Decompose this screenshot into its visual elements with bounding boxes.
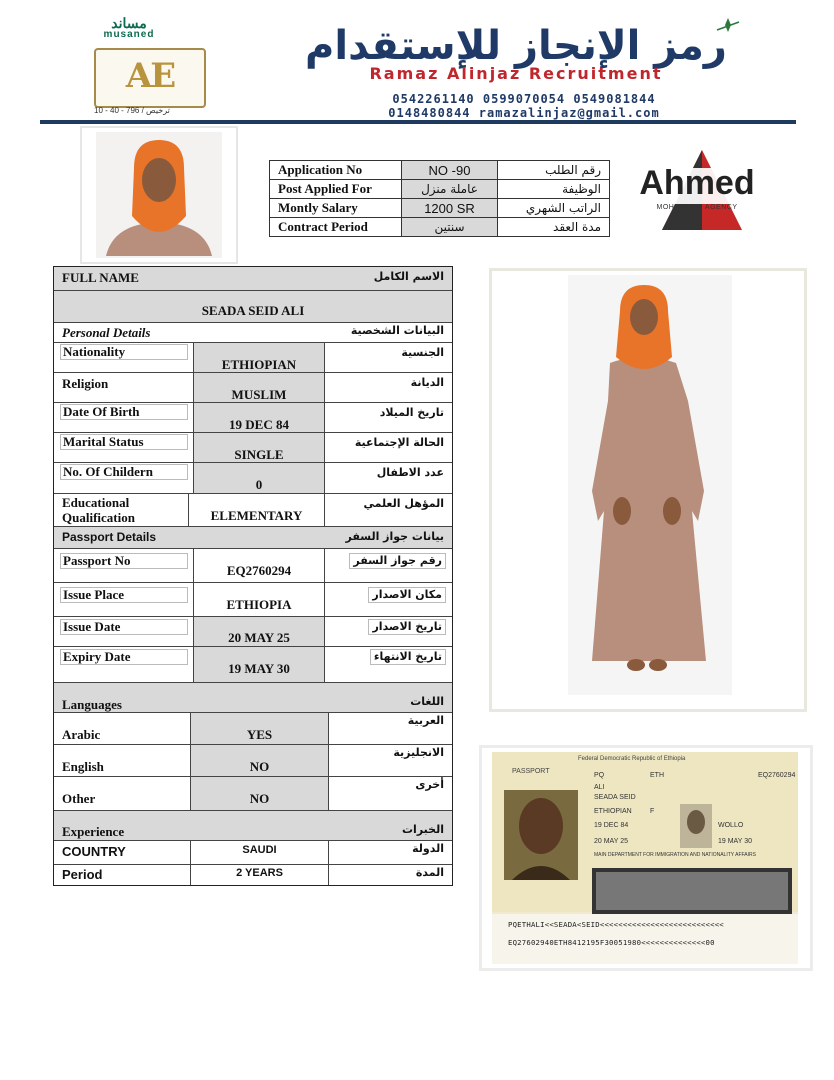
marital-status-row (54, 433, 452, 463)
lang-english-row (54, 745, 452, 777)
issue-place-value-cell (193, 583, 325, 616)
experience-title-ar: الخبرات (402, 823, 444, 836)
issue-date-label-ar: تاريخ الاصدار (368, 619, 446, 635)
passport-mrz-line-1: PQETHALI<<SEADA<SEID<<<<<<<<<<<<<<<<<<<<<<<<<<< (508, 920, 724, 929)
dob-value: 19 DEC 84 (229, 417, 289, 432)
contract-period-label-ar: مدة العقد (498, 218, 610, 237)
experience-period-value-cell (190, 865, 329, 885)
passport-no-value-cell (193, 549, 325, 582)
passport-no-label-ar: رقم جواز السفر (349, 553, 446, 569)
contract-period-label: Contract Period (270, 218, 402, 237)
lang-other-value-cell (190, 777, 329, 810)
personal-details-title-ar: البيانات الشخصية (350, 324, 444, 337)
marital-status-label: Marital Status (60, 434, 188, 450)
applicant-details-form (53, 266, 453, 886)
passport-no-label: Passport No (60, 553, 188, 569)
education-label: Educational Qualification (62, 495, 135, 525)
children-value-cell (193, 463, 325, 493)
lang-arabic-row (54, 713, 452, 745)
table-row (270, 199, 610, 218)
languages-title: Languages (62, 697, 122, 712)
religion-value-cell (193, 373, 325, 402)
issue-place-label: Issue Place (60, 587, 188, 603)
expiry-date-value: 19 MAY 30 (228, 661, 290, 676)
passport-nationality: ETHIOPIAN (594, 808, 632, 815)
company-phones: 0542261140 0599070054 0549081844 (392, 92, 656, 106)
passport-surname: ALI (594, 784, 605, 791)
issue-place-label-ar: مكان الاصدار (368, 587, 446, 603)
lang-arabic-label-ar: العربية (407, 714, 444, 727)
dob-value-cell (193, 403, 325, 432)
portrait-figure-icon (82, 128, 236, 262)
license-number: ترخيص / 796 - 40 - 10 (94, 106, 170, 115)
passport-scan (479, 745, 813, 971)
marital-status-value-cell (193, 433, 325, 462)
passport-number: EQ2760294 (758, 772, 796, 779)
passport-sex: F (650, 808, 655, 815)
dob-label: Date Of Birth (60, 404, 188, 420)
issue-place-value: ETHIOPIA (226, 597, 292, 612)
lang-arabic-value-cell (190, 713, 329, 744)
issue-place-row (54, 583, 452, 617)
portrait-photo (80, 126, 238, 264)
dob-label-ar: تاريخ الميلاد (379, 406, 444, 419)
nationality-label: Nationality (60, 344, 188, 360)
experience-country-value: SAUDI (242, 844, 277, 856)
experience-country-value-cell (190, 841, 329, 864)
passport-type: PQ (594, 772, 605, 779)
issue-date-label: Issue Date (60, 619, 188, 635)
lang-english-value-cell (190, 745, 329, 776)
nationality-row (54, 343, 452, 373)
passport-no-value: EQ2760294 (226, 563, 292, 578)
passport-mrz-line-2: EQ27602940ETH8412195F30051980<<<<<<<<<<<<<<00 (508, 938, 715, 947)
experience-period-label: Period (62, 867, 103, 882)
full-body-figure-icon (492, 271, 804, 709)
post-applied-label-ar: الوظيفة (498, 180, 610, 199)
experience-country-label-ar: الدولة (412, 842, 444, 855)
agency-subtitle: MOHAMMED AGENCY (656, 204, 738, 211)
experience-period-label-ar: المدة (415, 866, 444, 879)
application-no-label: Application No (270, 161, 402, 180)
passport-authority: MAIN DEPARTMENT FOR IMMIGRATION AND NATIONALITY AFFAIRS (594, 852, 756, 858)
contract-period-value: سنتين (402, 218, 498, 237)
full-name-value: SEADA SEID ALI (201, 303, 305, 318)
musaned-logo: مساند musaned (103, 15, 155, 40)
experience-period-row (54, 865, 452, 885)
languages-title-ar: اللغات (410, 695, 444, 708)
nationality-label-ar: الجنسية (401, 346, 444, 359)
children-label-ar: عدد الاطفال (376, 466, 444, 479)
issue-date-row (54, 617, 452, 647)
education-row (54, 494, 452, 527)
passport-dob: 19 DEC 84 (594, 822, 629, 829)
company-title-english: Ramaz Alinjaz Recruitment (369, 64, 663, 83)
lang-english-label: English (62, 759, 104, 774)
expiry-date-value-cell (193, 647, 325, 682)
post-applied-label: Post Applied For (270, 180, 402, 199)
children-row (54, 463, 452, 494)
experience-period-value: 2 YEARS (236, 867, 283, 879)
salary-label-ar: الراتب الشهري (498, 199, 610, 218)
children-value: 0 (255, 477, 263, 492)
lang-other-label: Other (62, 791, 96, 806)
agency-logo (632, 150, 762, 240)
post-applied-value: عاملة منزل (402, 180, 498, 199)
passport-expiry: 19 MAY 30 (718, 838, 752, 845)
experience-title: Experience (62, 824, 125, 839)
lang-arabic-label: Arabic (62, 727, 101, 742)
experience-header (54, 811, 452, 841)
passport-no-row (54, 549, 452, 583)
header-banner (40, 10, 796, 124)
lang-other-label-ar: أخرى (415, 778, 444, 791)
full-name-label-ar: الاسم الكامل (373, 270, 444, 283)
table-row (270, 218, 610, 237)
personal-details-header (54, 323, 452, 343)
lang-english-label-ar: الانجليزية (393, 746, 444, 759)
full-name-label: FULL NAME (62, 270, 139, 285)
application-no-label-ar: رقم الطلب (498, 161, 610, 180)
full-name-value-row (54, 291, 452, 323)
passport-doc-type: PASSPORT (512, 768, 550, 775)
full-body-photo (489, 268, 807, 712)
passport-issue: 20 MAY 25 (594, 838, 628, 845)
lang-other-value: NO (249, 791, 270, 806)
education-value-cell (188, 494, 325, 526)
lang-arabic-value: YES (246, 727, 273, 742)
table-row (270, 180, 610, 199)
marital-status-label-ar: الحالة الإجتماعية (354, 436, 444, 449)
company-title-arabic: رمز الإنجاز للإستقدام (305, 23, 727, 69)
expiry-date-row (54, 647, 452, 683)
marital-status-value: SINGLE (234, 447, 284, 462)
issue-date-value-cell (193, 617, 325, 646)
languages-header (54, 683, 452, 713)
expiry-date-label-ar: تاريخ الانتهاء (370, 649, 446, 665)
table-row (270, 161, 610, 180)
application-no-value: NO -90 (402, 161, 498, 180)
passport-pob: WOLLO (718, 822, 744, 829)
expiry-date-label: Expiry Date (60, 649, 188, 665)
agency-name: Ahmed (639, 164, 755, 202)
salary-label: Montly Salary (270, 199, 402, 218)
religion-label-ar: الديانة (410, 376, 444, 389)
nationality-value: ETHIOPIAN (221, 357, 297, 372)
education-value: ELEMENTARY (210, 508, 303, 523)
religion-row (54, 373, 452, 403)
children-label: No. Of Childern (60, 464, 188, 480)
lang-other-row (54, 777, 452, 811)
full-name-header-row (54, 267, 452, 291)
application-summary-table (269, 160, 610, 237)
passport-details-header (54, 527, 452, 549)
experience-country-row (54, 841, 452, 865)
nationality-value-cell (193, 343, 325, 372)
passport-given-names: SEADA SEID (594, 794, 636, 801)
passport-details-title: Passport Details (62, 530, 157, 544)
education-label-ar: المؤهل العلمي (363, 497, 444, 510)
issue-date-value: 20 MAY 25 (228, 630, 290, 645)
personal-details-title: Personal Details (62, 325, 151, 340)
experience-country-label: COUNTRY (62, 844, 126, 859)
dob-row (54, 403, 452, 433)
agency-monogram-logo: AE (94, 48, 206, 108)
passport-details-title-ar: بيانات جواز السفر (345, 530, 444, 543)
passport-country-line: Federal Democratic Republic of Ethiopia (578, 756, 686, 762)
religion-label: Religion (62, 376, 109, 391)
company-email: 0148480844 ramazalinjaz@gmail.com (388, 106, 660, 120)
religion-value: MUSLIM (231, 387, 287, 402)
lang-english-value: NO (249, 759, 270, 774)
passport-scan-image (482, 748, 810, 968)
salary-value: 1200 SR (402, 199, 498, 218)
passport-code: ETH (650, 772, 664, 779)
